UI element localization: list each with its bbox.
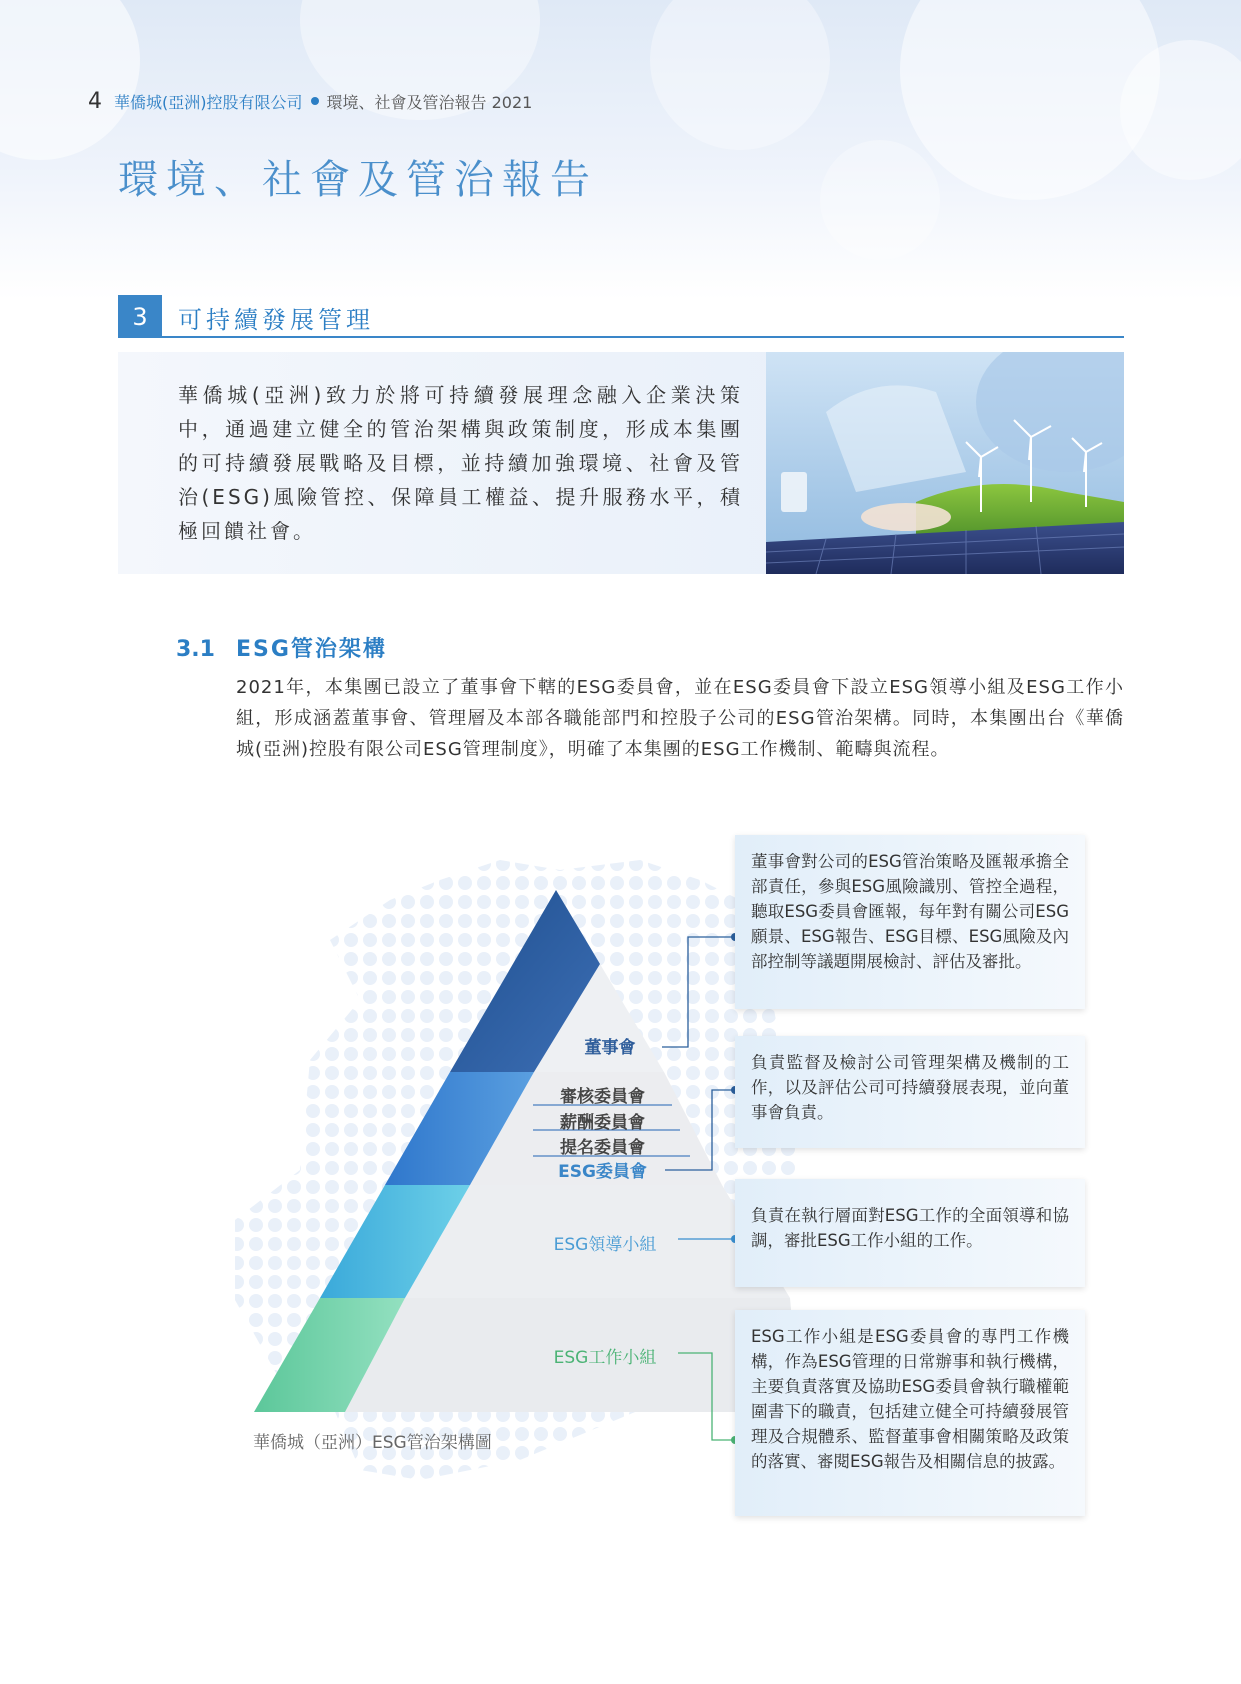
page-number: 4 — [88, 88, 102, 114]
diagram-caption: 華僑城（亞洲）ESG管治架構圖 — [253, 1433, 492, 1453]
tier-board-label: 董事會 — [584, 1038, 636, 1058]
nomination-committee-label: 提名委員會 — [560, 1138, 645, 1158]
esg-leading-group-description: 負責在執行層面對ESG工作的全面領導和協調，審批ESG工作小組的工作。 — [735, 1179, 1085, 1287]
subsection-title: ESG管治架構 — [236, 637, 387, 662]
esg-working-group-description: ESG工作小組是ESG委員會的專門工作機構，作為ESG管理的日常辦事和執行機構，主要負責落實及協助ESG委員會執行職權範圍書下的職責，包括建立健全可持續發展管理及合規體系、監督董事會相關策略及政策的落實、審閱ESG報告及相關信息的披露。 — [735, 1310, 1085, 1516]
intro-paragraph: 華僑城(亞洲)致力於將可持續發展理念融入企業決策中，通過建立健全的管治架構與政策制度，形成本集團的可持續發展戰略及目標，並持續加強環境、社會及管治(ESG)風險管控、保障員工權益、提升服務水平，積極回饋社會。 — [178, 383, 743, 543]
page-title: 環境、社會及管治報告 — [118, 157, 598, 203]
subsection-number: 3.1 — [176, 637, 215, 662]
esg-leading-group-label: ESG領導小組 — [553, 1235, 657, 1255]
audit-committee-label: 審核委員會 — [560, 1087, 645, 1107]
esg-committee-description: 負責監督及檢討公司管理架構及機制的工作，以及評估公司可持續發展表現，並向董事會負責。 — [735, 1036, 1085, 1148]
esg-working-group-label: ESG工作小組 — [553, 1348, 657, 1368]
company-name: 華僑城(亞洲)控股有限公司 — [114, 92, 303, 112]
esg-committee-label: ESG委員會 — [558, 1162, 647, 1182]
section-number: 3 — [118, 295, 162, 338]
remuneration-committee-label: 薪酬委員會 — [560, 1113, 645, 1133]
report-name: 環境、社會及管治報告 2021 — [326, 92, 533, 112]
subsection-paragraph: 2021年，本集團已設立了董事會下轄的ESG委員會，並在ESG委員會下設立ESG領導小組及ESG工作小組，形成涵蓋董事會、管理層及本部各職能部門和控股子公司的ESG管治架構。同時，本集團出台《華僑城(亞洲)控股有限公司ESG管理制度》，明確了本集團的ESG工作機制、範疇與流程。 — [236, 677, 1124, 760]
section-title: 可持續發展管理 — [178, 306, 374, 334]
board-description: 董事會對公司的ESG管治策略及匯報承擔全部責任，參與ESG風險識別、管控全過程，聽取ESG委員會匯報，每年對有關公司ESG願景、ESG報告、ESG目標、ESG風險及內部控制等議題開展檢討、評估及審批。 — [735, 835, 1085, 1009]
